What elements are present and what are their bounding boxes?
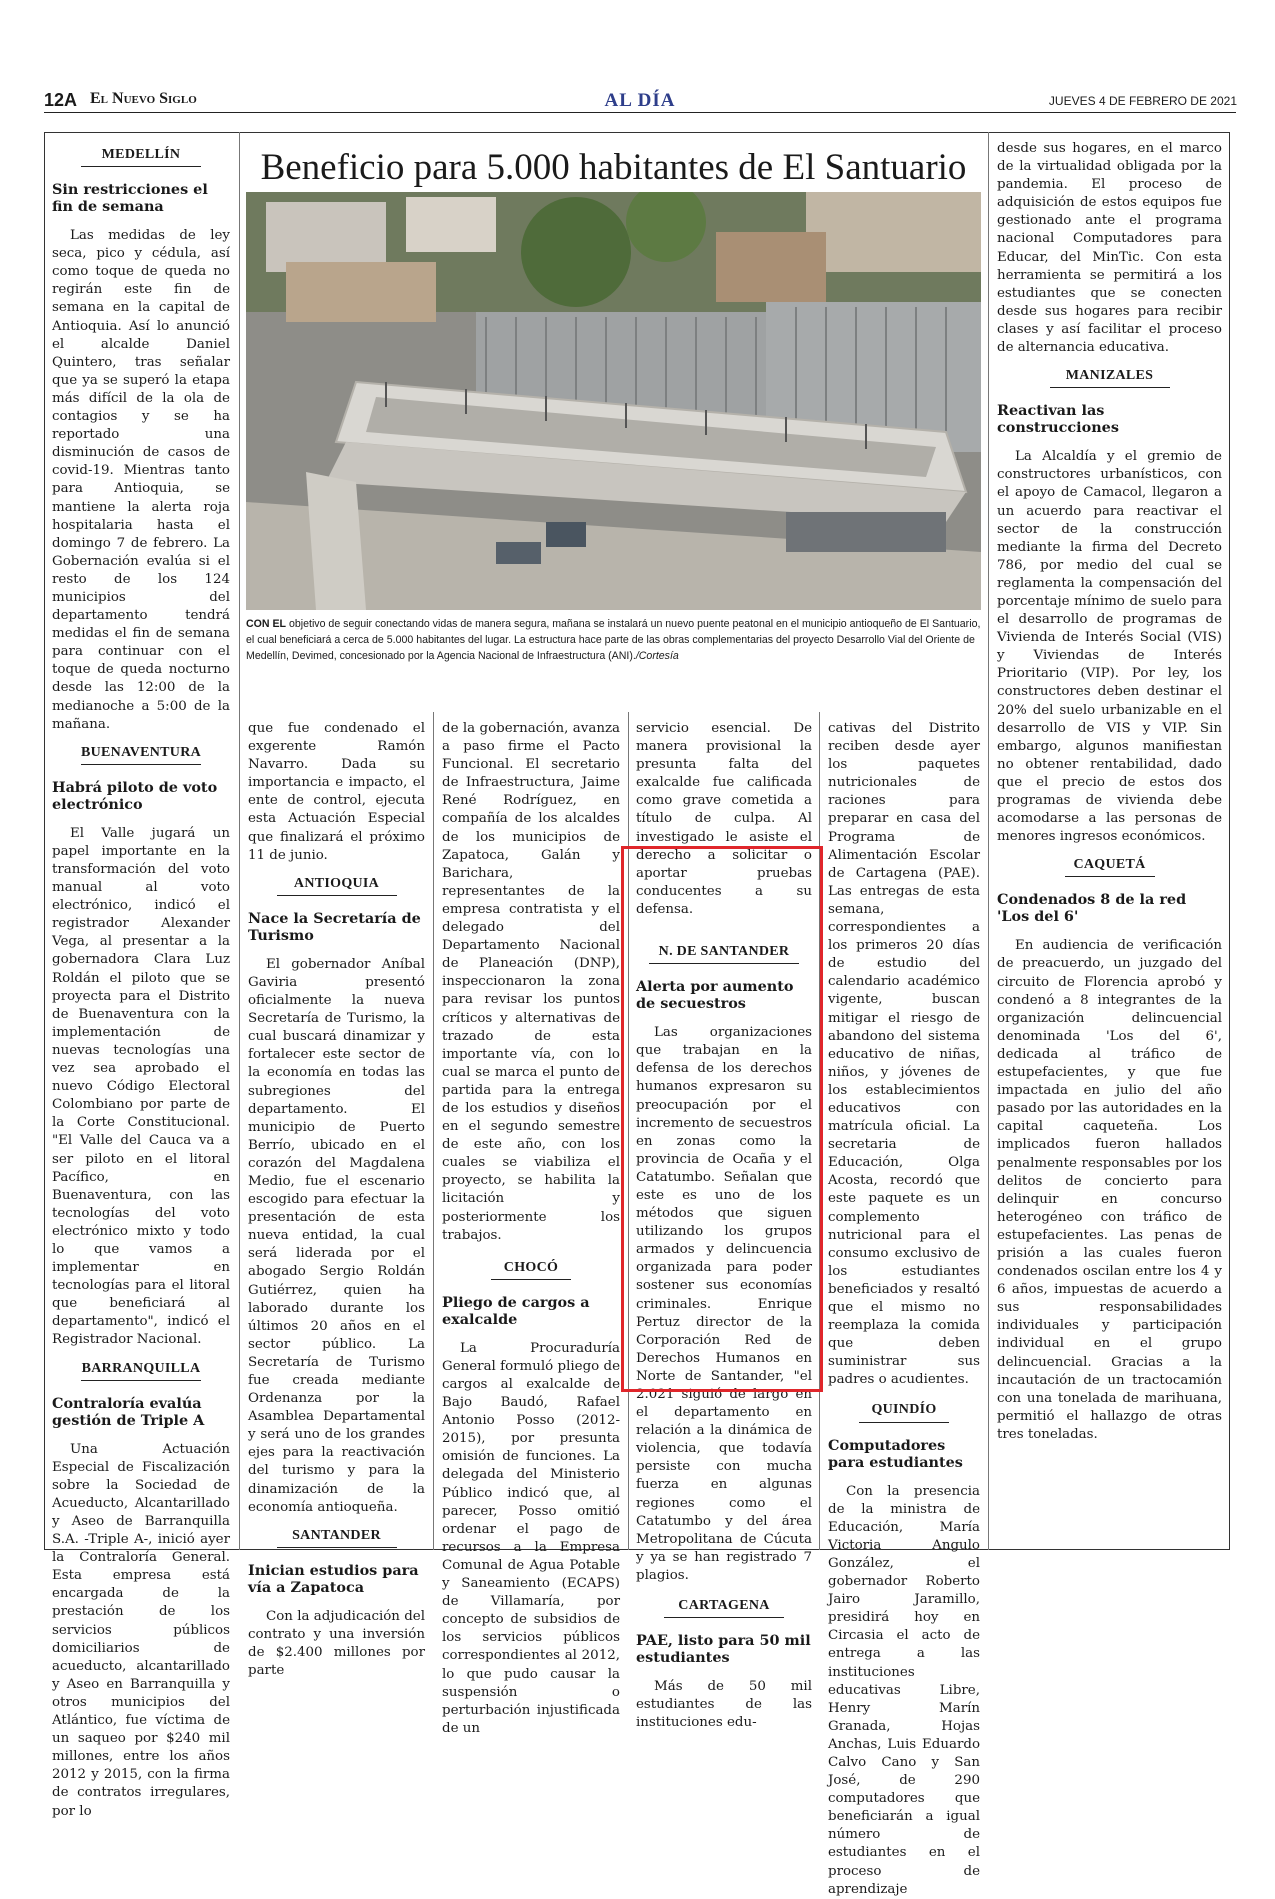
kicker-manizales: MANIZALES [1050, 367, 1170, 388]
column-5 [828, 720, 980, 1899]
column-rule [988, 132, 989, 1550]
newspaper-name: El Nuevo Siglo [90, 90, 197, 107]
column-rule [239, 132, 240, 1550]
headline-norte-santander: Alerta por aumento de secuestros [636, 978, 794, 1013]
body-buenaventura: El Valle jugará un papel importante en la transformación del voto manual al voto electrónico, indicó el registrador Alexander Vega, al presentar a la gobernadora Clara Luz Roldán el piloto que se proyecta para el Distrito de Buenaventura con la implementación de nuevas tecnologías una vez sea aprobado el nuevo Código Electoral Colombiano por parte de la Corte Constitucional. "El Valle del Cauca va a ser piloto en el litoral Pacífico, en Buenaventura, con las tecnologías del voto electrónico mixto y todo lo que vamos a implementar en tecnologías para el litoral que beneficiará al departamento", indicó el Registrador Nacional. [52, 825, 230, 1348]
kicker-caqueta: CAQUETÁ [1065, 856, 1155, 877]
body-cartagena-continued: cativas del Distrito reciben desde ayer los paquetes nutricionales de raciones para preparar en casa del Programa de Alimentación Escolar de Cartagena (PAE). Las entregas de esta semana, correspondientes a los primeros 20 días de estudio del calendario académico vigente, buscan mitigar el riesgo de abandono del sistema educativo de niñas, niños, y jóvenes de los establecimientos educativos con matrícula oficial. La secretaria de Educación, Olga Acosta, recordó que este paquete es un complemento nutricional para el consumo exclusivo de los estudiantes beneficiados y resaltó que el mismo no reemplaza la comida que deben suministrar sus padres o acudientes. [828, 721, 980, 1388]
kicker-medellin: MEDELLÍN [81, 146, 201, 167]
body-norte-santander: Las organizaciones que trabajan en la defensa de los derechos humanos expresaron su preocupación por el incremento de secuestros en zonas como la provincia de Ocaña y el Catatumbo. Señalan que este es uno de los métodos que siguen utilizando los grupos armados y delincuencia organizada para poder sostener sus economías criminales. Enrique Pertuz director de la Corporación Red de Derechos Humanos en Norte de Santander, "el 2.021 siguió de largo en el departamento en relación a la dinámica de violencia, que todavía persiste con mucha fuerza en algunas regiones como el Catatumbo y del área Metropolitana de Cúcuta y ya se han registrado 7 plagios. [636, 1025, 812, 1583]
kicker-norte-santander: N. DE SANTANDER [649, 943, 799, 964]
headline-manizales: Reactivan las construcciones [997, 402, 1119, 437]
body-barranquilla-continued: que fue condenado el exgerente Ramón Navarro. Dada su importancia e impacto, el ente de control, ejecuta esta Actuación Especial que finalizará el próximo 11 de junio. [248, 721, 425, 863]
body-barranquilla: Una Actuación Especial de Fiscalización sobre la Sociedad de Acueducto, Alcantarillado y Aseo de Barranquilla S.A. -Triple A-, inició ayer la Contraloría General. Esta empresa está encargada de la prestación de los servicios públicos domiciliarios de acueducto, alcantarillado y Aseo en Barranquilla y otros municipios del Atlántico, fue víctima de un saqueo por $240 mil millones, entre los años 2012 y 2015, con la firma de contratos irregulares, por lo [52, 1441, 230, 1819]
headline-barranquilla: Contraloría evalúa gestión de Triple A [52, 1394, 205, 1429]
body-cartagena: Más de 50 mil estudiantes de las instituciones edu- [636, 1679, 812, 1731]
highlight-box [621, 846, 823, 1392]
body-medellin: Las medidas de ley seca, pico y cédula, así como toque de queda no regirán este fin de semana en la capital de Antioquia. Así lo anunció el alcalde Daniel Quintero, tras señalar que ya se superó la etapa más difícil de la ola de contagios y se ha reportado una disminución de casos de covid-19. Mientras tanto para Antioquia, se mantiene la alerta roja hospitalaria hasta el domingo 7 de febrero. La Gobernación evalúa si el resto de los 124 municipios del departamento tendrá medidas el fin de semana para continuar con el toque de queda nocturno desde las 12:00 de la medianoche a 5:00 de la mañana. [52, 228, 230, 732]
body-antioquia: El gobernador Aníbal Gaviria presentó oficialmente la nueva Secretaría de Turismo, la cual buscará dinamizar y fortalecer este sector de la economía en todas las subregiones del departamento. El municipio de Puerto Berrío, ubicado en el corazón del Magdalena Medio, fue el escenario escogido para efectuar la presentación de esta nueva entidad, la cual será liderada por el abogado Sergio Roldán Gutiérrez, quien ha laborado durante los últimos 20 años en el sector público. La Secretaría de Turismo fue creada mediante Ordenanza por la Asamblea Departamental y será uno de los grandes ejes para la reactivación del turismo y para la dinamización de la economía antioqueña. [248, 956, 425, 1515]
headline-choco: Pliego de cargos a exalcalde [442, 1293, 590, 1328]
column-1 [52, 140, 230, 1821]
headline-cartagena: PAE, listo para 50 mil estudiantes [636, 1632, 811, 1667]
body-choco-continued: servicio esencial. De manera provisional la presunta falta del exalcalde fue calificada como grave cometida a título de culpa. Al investigado le asiste el derecho a solicitar o aportar pruebas conducentes a su defensa. [636, 721, 812, 917]
column-6 [997, 140, 1222, 1444]
masthead-rule [44, 112, 1236, 113]
column-2 [248, 720, 425, 1680]
kicker-antioquia: ANTIOQUIA [277, 875, 397, 896]
photo-caption [246, 616, 981, 664]
section-title: AL DÍA [604, 90, 676, 111]
kicker-quindio: QUINDÍO [859, 1401, 949, 1422]
kicker-barranquilla: BARRANQUILLA [81, 1360, 201, 1381]
caption-credit: /Cortesía [635, 650, 679, 662]
kicker-cartagena: CARTAGENA [664, 1597, 784, 1618]
kicker-choco: CHOCÓ [491, 1259, 571, 1280]
body-manizales: La Alcaldía y el gremio de constructores urbanísticos, con el apoyo de Camacol, llegaron a un acuerdo para reactivar el sector de la construcción mediante la firma del Decreto 786, por medio del cual se reglamenta la compensación del porcentaje mínimo de suelo para el desarrollo de programas de Vivienda de Interés Social (VIS) y Viviendas de Interés Prioritario (VIP). Por ley, los constructores deben destinar el 20% del suelo urbanizable en el desarrollo de VIS y VIP. Sin embargo, algunos manifiestan no obtener rentabilidad, dado que el precio de estos dos programas de vivienda debe acomodarse a las personas de menores ingresos económicos. [997, 449, 1222, 845]
lead-headline: Beneficio para 5.000 habitantes de El Santuario [260, 147, 967, 188]
bridge-illustration [246, 192, 981, 610]
column-rule [433, 712, 434, 1550]
bridge-photo [246, 192, 981, 610]
column-3 [442, 720, 620, 1738]
headline-caqueta: Condenados 8 de la red 'Los del 6' [997, 891, 1187, 926]
body-caqueta: En audiencia de verificación de preacuerdo, un juzgado del circuito de Florencia aprobó y condenó a 8 integrantes de la organización delincuencial denominada 'Los del 6', dedicada al tráfico de estupefacientes, y que fue impactada en julio del año pasado por las autoridades en la capital caqueteña. Los implicados fueron hallados penalmente responsables por los delitos de concierto para delinquir en concurso heterogéneo con tráfico de estupefacientes. Las penas de prisión a las cuales fueron condenados oscilan entre los 4 y 6 años, impuestas de acuerdo a sus responsabilidades individuales y participación individual en el grupo delincuencial. Gracias a la incautación de un tractocamión con una tonelada de marihuana, permitió el hallazgo de otras tres toneladas. [997, 938, 1222, 1442]
body-quindio: Con la presencia de la ministra de Educación, María Victoria Angulo González, el gobernador Roberto Jairo Jaramillo, presidirá hoy en Circasia el acto de entrega a las instituciones educativas Libre, Henry Marín Granada, Hojas Anchas, Luis Eduardo Calvo Cano y San José, de 290 computadores que beneficiarán a igual número de estudiantes en el proceso de aprendizaje [828, 1483, 980, 1897]
body-santander: Con la adjudicación del contrato y una inversión de $2.400 millones por parte [248, 1608, 425, 1679]
headline-santander: Inician estudios para vía a Zapatoca [248, 1561, 419, 1596]
caption-lead: CON EL [246, 618, 287, 630]
headline-medellin: Sin restricciones el fin de semana [52, 181, 208, 216]
body-choco: La Procuraduría General formuló pliego de cargos al exalcalde de Bajo Baudó, Rafael Antonio Posso (2012-2015), por presunta omisión de funciones. La delegada del Ministerio Público indicó que, al parecer, Posso omitió ordenar el pago de recursos a la Empresa Comunal de Agua Potable y Saneamiento (ECAPS) de Villamaría, por concepto de subsidios de los servicios públicos correspondientes al 2012, lo que pudo causar la suspensión o perturbación injustificada de un [442, 1340, 620, 1736]
kicker-santander: SANTANDER [277, 1527, 397, 1548]
headline-quindio: Computadores para estudiantes [828, 1436, 963, 1471]
page-number: 12A [44, 90, 78, 110]
caption-text: objetivo de seguir conectando vidas de manera segura, mañana se instalará un nuevo puente peatonal en el municipio antioqueño de El Santuario, el cual beneficiará a cerca de 5.000 habitantes del lugar. La estructura hace parte de las obras complementarias del proyecto Desarrollo Vial del Oriente de Medellín, Devimed, concesionado por la Agencia Nacional de Infraestructura (ANI). [246, 618, 981, 662]
headline-buenaventura: Habrá piloto de voto electrónico [52, 778, 218, 813]
body-santander-continued: de la gobernación, avanza a paso firme el Pacto Funcional. El secretario de Infraestructura, Jaime René Rodríguez, en compañía de los alcaldes de los municipios de Zapatoca, Galán y Barichara, representantes de la empresa contratista y el delegado del Departamento Nacional de Planeación (DNP), inspeccionaron la zona para revisar los puntos críticos y alternativas de trazado de esta importante vía, con lo cual se marca el punto de partida para la entrega de los estudios y diseños en el segundo semestre de este año, con los cuales se viabiliza el proyecto, se habilita la licitación y posteriormente los trabajos. [442, 721, 620, 1243]
issue-date: JUEVES 4 DE FEBRERO DE 2021 [1048, 94, 1237, 108]
kicker-buenaventura: BUENAVENTURA [81, 744, 201, 765]
body-quindio-continued: desde sus hogares, en el marco de la virtualidad obligada por la pandemia. El proceso de adquisición de estos equipos fue gestionado ante el programa nacional Computadores para Educar, del MinTic. Con esta herramienta se permitirá a los estudiantes que se conecten desde sus hogares para recibir clases y así facilitar el proceso de alternancia educativa. [997, 141, 1222, 356]
headline-antioquia: Nace la Secretaría de Turismo [248, 909, 421, 944]
